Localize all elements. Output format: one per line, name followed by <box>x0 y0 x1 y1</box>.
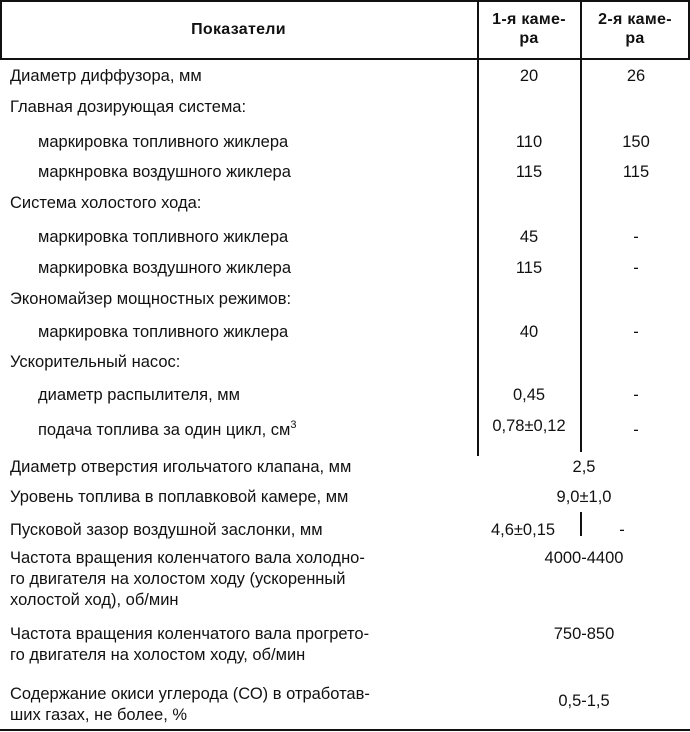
chamber2-value: - <box>633 421 639 439</box>
row-label-line: го двигателя на холостом ходу (ускоренный <box>10 570 346 588</box>
row-label: Система холостого хода: <box>10 194 202 212</box>
header-chamber-2 <box>582 0 688 58</box>
header-bottom-border <box>0 58 690 60</box>
row-label-text: подача топлива за один цикл, см <box>38 421 291 439</box>
common-value: 750-850 <box>553 625 615 643</box>
row-label-line: Частота вращения коленчатого вала холодно- <box>10 549 365 567</box>
chamber2-value: 26 <box>626 67 646 85</box>
chamber2-value: 150 <box>622 133 650 151</box>
row-label <box>10 548 478 611</box>
row-label: Ускорительный насос: <box>10 353 181 371</box>
chamber1-value: 0,45 <box>512 386 546 404</box>
row-label: Пусковой зазор воздушной заслонки, мм <box>10 521 323 539</box>
row-label: Уровень топлива в поплавковой камере, мм <box>10 488 349 506</box>
row-label: Экономайзер мощностных режимов: <box>10 290 292 308</box>
chamber2-value: - <box>633 386 639 404</box>
chamber1-value: 20 <box>519 67 539 85</box>
common-value: 2,5 <box>572 458 596 476</box>
chamber2-value: - <box>633 323 639 341</box>
header-indicators-label: Показатели <box>191 20 286 38</box>
chamber1-value: 0,78±0,12 <box>492 417 566 435</box>
row-label: маркировка воздушного жиклера <box>38 259 292 277</box>
chamber2-value: - <box>619 521 625 539</box>
row-label-line: Содержание окиси углерода (СО) в отработав- <box>10 685 370 703</box>
common-value: 4000-4400 <box>544 549 624 567</box>
header-chamber-1-line-1: 1-я каме- <box>492 11 566 28</box>
row-label-line: Частота вращения коленчатого вала прогрето- <box>10 625 370 643</box>
common-value: 9,0±1,0 <box>556 488 612 506</box>
row-label: диаметр распылителя, мм <box>38 386 240 404</box>
header-chamber-2-line-2: ра <box>625 30 645 47</box>
row-label-line: ших газах, не более, % <box>10 706 188 724</box>
row-label: Главная дозирующая система: <box>10 98 247 116</box>
chamber1-value: 40 <box>519 323 539 341</box>
table-bottom-border <box>0 729 690 731</box>
row-label-line: холостой ход), об/мин <box>10 591 179 609</box>
row-label <box>38 420 478 441</box>
row-label <box>10 684 478 726</box>
header-chamber-1 <box>478 0 580 58</box>
chamber1-value: 45 <box>519 228 539 246</box>
row-label: Диаметр диффузора, мм <box>10 67 202 85</box>
row-label: маркировка топливного жиклера <box>38 133 289 151</box>
row-label <box>10 624 478 666</box>
row-label-line: го двигателя на холостом ходу, об/мин <box>10 646 306 664</box>
chamber1-value: 115 <box>515 259 543 277</box>
chamber2-value: 115 <box>622 163 650 181</box>
chamber1-value: 110 <box>515 133 543 151</box>
row-label: маркировка топливного жиклера <box>38 323 289 341</box>
chamber1-value: 115 <box>515 163 543 181</box>
common-value: 0,5-1,5 <box>558 692 610 710</box>
chamber2-value: - <box>633 259 639 277</box>
header-indicators <box>0 0 477 58</box>
chamber1-value: 4,6±0,15 <box>490 521 556 539</box>
choke-gap-divider <box>580 512 582 536</box>
row-label: Диаметр отверстия игольчатого клапана, мм <box>10 458 352 476</box>
row-label: маркировка топливного жиклера <box>38 228 289 246</box>
header-chamber-2-line-1: 2-я каме- <box>598 11 672 28</box>
row-label: маркнровка воздушного жиклера <box>38 163 291 181</box>
header-chamber-1-line-2: ра <box>519 30 539 47</box>
unit-superscript: 3 <box>290 419 297 431</box>
chamber2-value: - <box>633 228 639 246</box>
